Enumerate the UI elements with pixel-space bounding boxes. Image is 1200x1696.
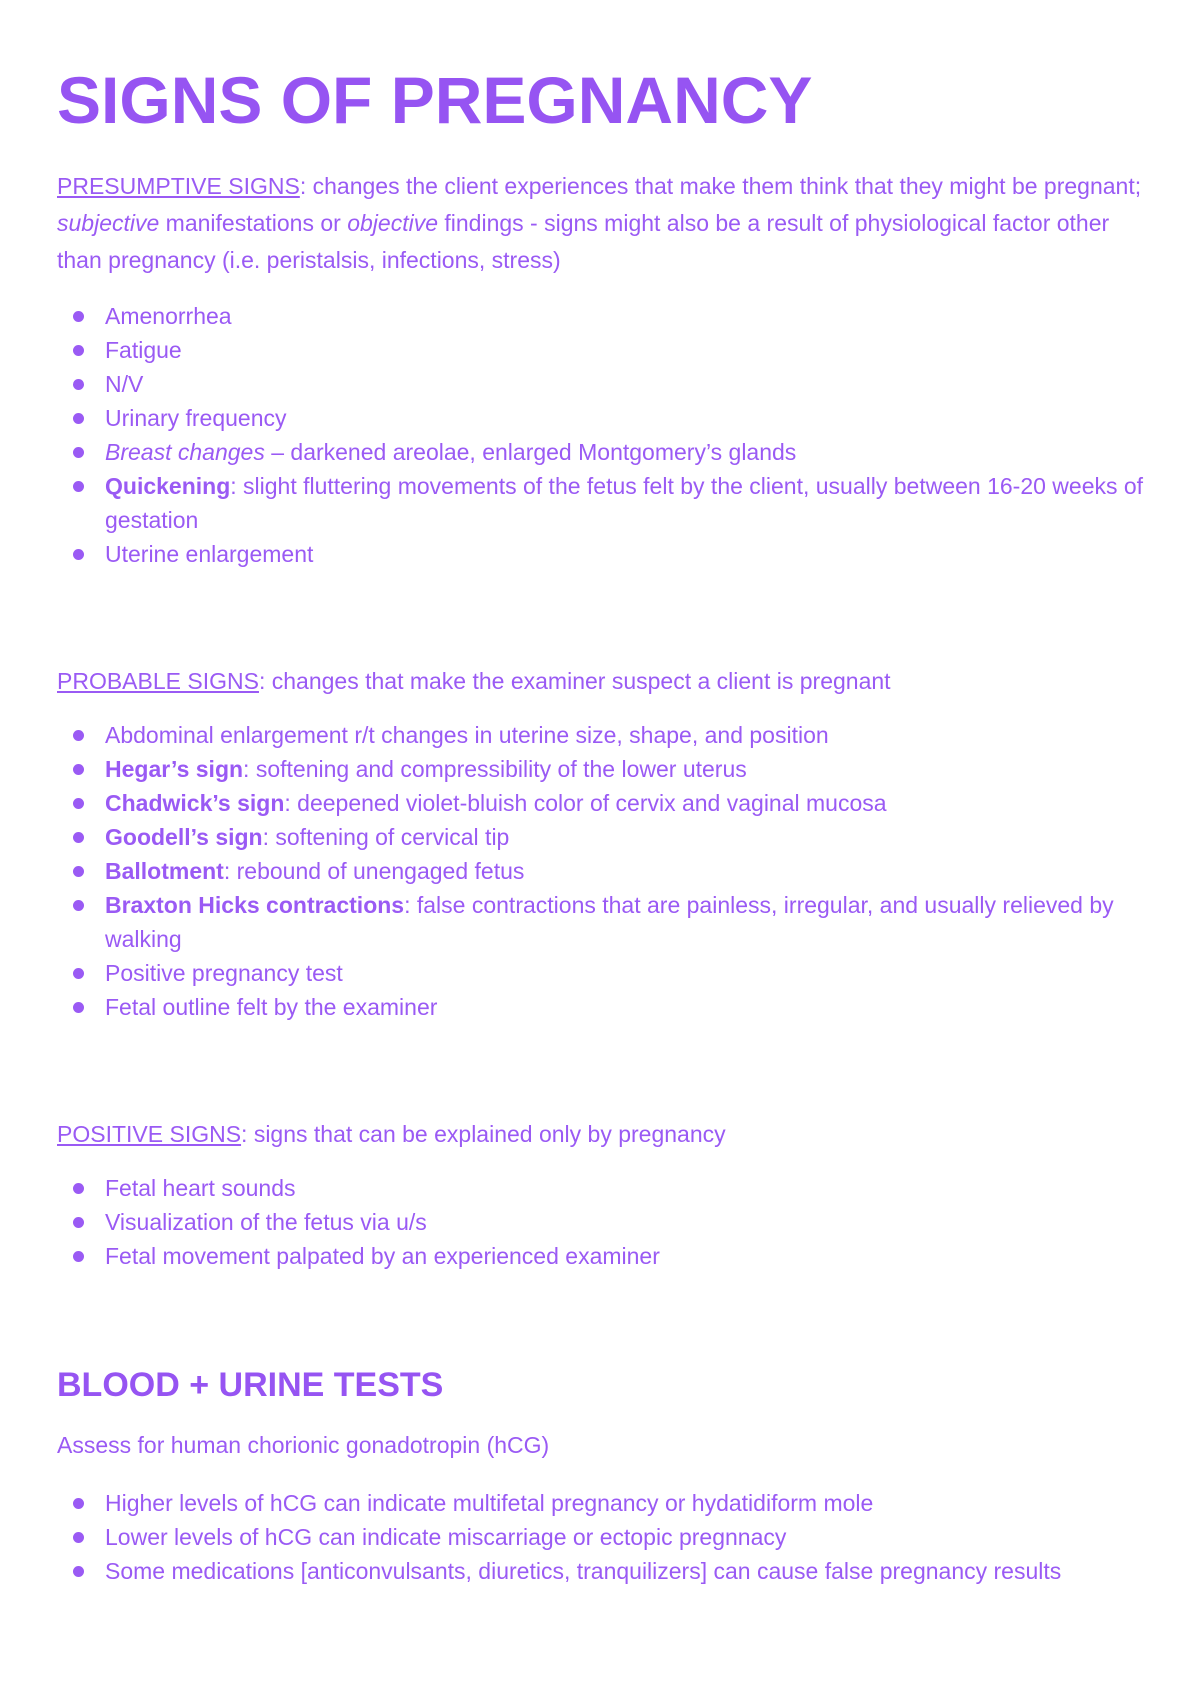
bullet-icon <box>73 866 84 877</box>
list-item-term: Hegar’s sign <box>105 756 244 782</box>
blood-intro: Assess for human chorionic gonadotropin (hCG) <box>57 1432 550 1458</box>
positive-list <box>57 1171 1147 1273</box>
bullet-icon <box>73 798 84 809</box>
list-item-text: Uterine enlargement <box>105 541 314 567</box>
list-item-term: Breast changes <box>105 439 265 465</box>
list-item <box>57 854 1147 888</box>
list-item-text: Fatigue <box>105 337 182 363</box>
bullet-icon <box>73 1532 84 1543</box>
list-item-desc: : false contractions that are painless, irregular, and usually relieved by walking <box>105 892 1114 952</box>
bullet-icon <box>73 1217 84 1228</box>
probable-list <box>57 718 1147 1024</box>
list-item <box>57 401 1147 435</box>
bullet-icon <box>73 832 84 843</box>
bullet-icon <box>73 447 84 458</box>
list-item-text: Fetal movement palpated by an experienced examiner <box>105 1243 660 1269</box>
probable-intro <box>57 663 1147 700</box>
list-item-term: Goodell’s sign <box>105 824 263 850</box>
positive-text: : signs that can be explained only by pregnancy <box>241 1121 726 1147</box>
bullet-icon <box>73 730 84 741</box>
bullet-icon <box>73 1183 84 1194</box>
presumptive-label: PRESUMPTIVE SIGNS <box>57 173 300 199</box>
presumptive-intro <box>57 168 1147 279</box>
bullet-icon <box>73 481 84 492</box>
list-item <box>57 435 1147 469</box>
list-item-text: Visualization of the fetus via u/s <box>105 1209 427 1235</box>
bullet-icon <box>73 379 84 390</box>
blood-urine-heading: BLOOD + URINE TESTS <box>57 1366 444 1404</box>
presumptive-text-b: manifestations or <box>159 210 348 236</box>
list-item <box>57 956 1147 990</box>
bullet-icon <box>73 1566 84 1577</box>
list-item-desc: : rebound of unengaged fetus <box>223 858 525 884</box>
list-item <box>57 752 1147 786</box>
list-item <box>57 333 1147 367</box>
list-item <box>57 1239 1147 1273</box>
positive-intro <box>57 1116 1147 1153</box>
list-item <box>57 820 1147 854</box>
list-item <box>57 367 1147 401</box>
list-item-text: Some medications [anticonvulsants, diuretics, tranquilizers] can cause false pregnancy results <box>105 1558 1062 1584</box>
list-item-text: Amenorrhea <box>105 303 232 329</box>
bullet-icon <box>73 1498 84 1509</box>
list-item <box>57 1486 1147 1520</box>
list-item-desc: : deepened violet-bluish color of cervix and vaginal mucosa <box>284 790 887 816</box>
list-item-text: Lower levels of hCG can indicate miscarriage or ectopic pregnnacy <box>105 1524 787 1550</box>
list-item <box>57 990 1147 1024</box>
list-item-desc: : softening of cervical tip <box>262 824 510 850</box>
probable-label: PROBABLE SIGNS <box>57 668 259 694</box>
list-item <box>57 718 1147 752</box>
bullet-icon <box>73 1251 84 1262</box>
bullet-icon <box>73 968 84 979</box>
list-item <box>57 469 1147 537</box>
blood-list <box>57 1486 1147 1588</box>
presumptive-list <box>57 299 1147 571</box>
list-item <box>57 1520 1147 1554</box>
bullet-icon <box>73 413 84 424</box>
bullet-icon <box>73 764 84 775</box>
positive-label: POSITIVE SIGNS <box>57 1121 242 1147</box>
list-item <box>57 299 1147 333</box>
list-item <box>57 888 1147 956</box>
presumptive-text-c: findings - signs might also be a result of physiological factor other than pregnancy (i.e. peristalsis, infections, stress) <box>57 210 1110 273</box>
list-item-term: Braxton Hicks contractions <box>105 892 405 918</box>
list-item-text: Higher levels of hCG can indicate multifetal pregnancy or hydatidiform mole <box>105 1490 874 1516</box>
list-item-desc: : softening and compressibility of the lower uterus <box>243 756 747 782</box>
list-item <box>57 1205 1147 1239</box>
list-item-text: Positive pregnancy test <box>105 960 343 986</box>
list-item-text: Urinary frequency <box>105 405 287 431</box>
bullet-icon <box>73 1002 84 1013</box>
probable-text: : changes that make the examiner suspect a client is pregnant <box>258 668 891 694</box>
list-item-text: Abdominal enlargement r/t changes in uterine size, shape, and position <box>105 722 829 748</box>
list-item-text: N/V <box>105 371 144 397</box>
presumptive-text-a: : changes the client experiences that make them think that they might be pregnant; <box>299 173 1142 199</box>
list-item-desc: : slight fluttering movements of the fetus felt by the client, usually between 16-20 weeks of gestation <box>105 473 1144 533</box>
bullet-icon <box>73 900 84 911</box>
list-item <box>57 786 1147 820</box>
bullet-icon <box>73 345 84 356</box>
document-page <box>57 58 1147 1588</box>
list-item-term: Quickening <box>105 473 231 499</box>
list-item-term: Chadwick’s sign <box>105 790 285 816</box>
list-item-desc: – darkened areolae, enlarged Montgomery’s glands <box>264 439 797 465</box>
bullet-icon <box>73 311 84 322</box>
list-item-text: Fetal heart sounds <box>105 1175 296 1201</box>
presumptive-em-subjective: subjective <box>57 210 160 236</box>
presumptive-em-objective: objective <box>347 210 438 236</box>
bullet-icon <box>73 549 84 560</box>
list-item <box>57 537 1147 571</box>
page-title: SIGNS OF PREGNANCY <box>57 63 813 137</box>
list-item <box>57 1554 1147 1588</box>
list-item-term: Ballotment <box>105 858 224 884</box>
list-item <box>57 1171 1147 1205</box>
list-item-text: Fetal outline felt by the examiner <box>105 994 438 1020</box>
